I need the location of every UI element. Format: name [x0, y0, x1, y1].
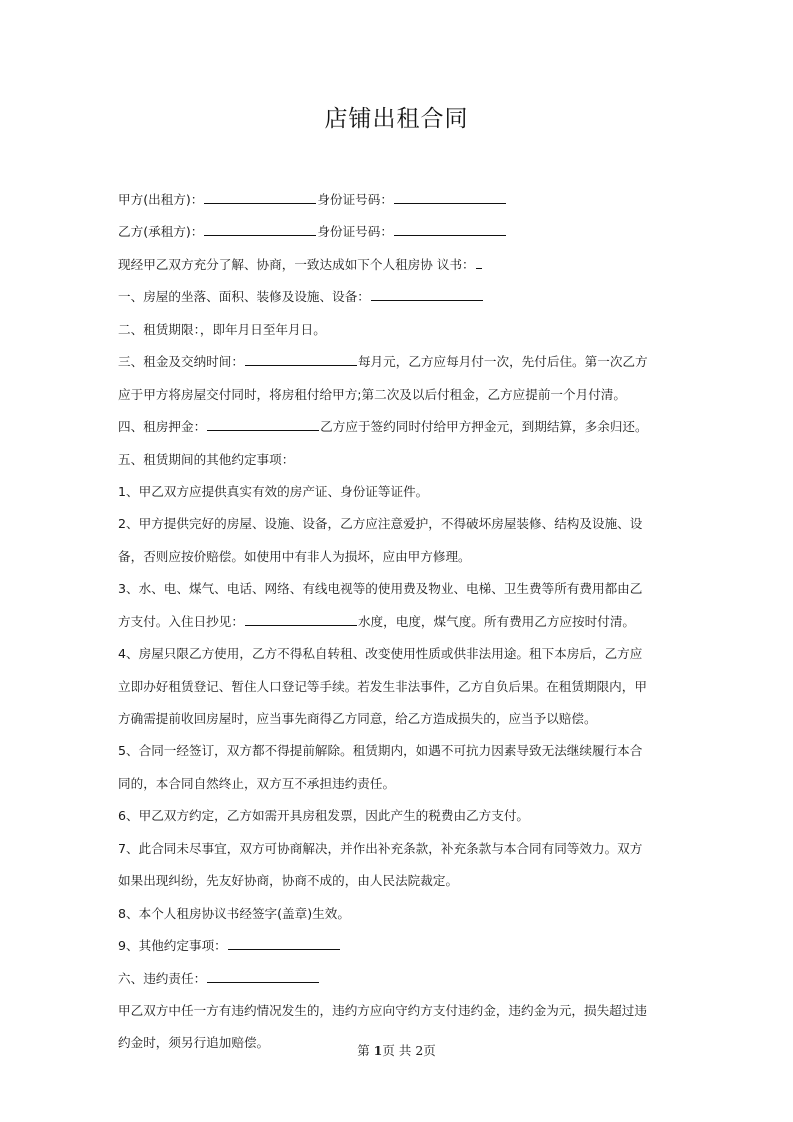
document-line [118, 898, 684, 930]
line-text: 如果出现纠纷，先友好协商，协商不成的，由人民法院裁定。 [118, 873, 459, 889]
document-line [118, 508, 684, 540]
document-line [118, 281, 684, 313]
document-line [118, 703, 684, 735]
document-line [118, 444, 684, 476]
page-label-suffix: 页 [423, 1043, 436, 1058]
line-text: 身份证号码： [317, 192, 393, 207]
line-text: 四、租房押金： [118, 419, 207, 435]
document-line [118, 249, 684, 281]
page-number [0, 1041, 793, 1059]
line-text: 甲方(出租方)： [118, 192, 204, 207]
document-line [118, 735, 684, 767]
document-line [118, 314, 684, 346]
line-text: 五、租赁期间的其他约定事项： [118, 451, 295, 467]
line-text: 同的，本合同自然终止，双方互不承担违约责任。 [118, 775, 396, 791]
line-text: 一、房屋的坐落、面积、装修及设施、设备： [118, 289, 370, 305]
total-pages: 2 [415, 1043, 424, 1058]
document-line [118, 379, 684, 411]
document-line [118, 184, 684, 216]
line-text: 水度，电度，煤气度。所有费用乙方应按时付清。 [357, 613, 635, 629]
page-label-prefix: 第 [357, 1043, 374, 1058]
line-text: 身份证号码： [317, 224, 393, 240]
document-line [118, 541, 684, 573]
fill-in-blank[interactable] [245, 353, 357, 366]
document-line [118, 411, 684, 443]
fill-in-blank[interactable] [394, 223, 506, 236]
fill-in-blank[interactable] [394, 191, 506, 204]
line-text: 现经甲乙双方充分了解、协商，一致达成如下个人租房协 议书： [118, 256, 475, 272]
line-text: 方确需提前收回房屋时，应当事先商得乙方同意，给乙方造成损失的，应当予以赔偿。 [118, 711, 597, 726]
fill-in-blank[interactable] [207, 970, 319, 983]
document-line [118, 833, 684, 865]
document-body [118, 184, 684, 1060]
current-page: 1 [373, 1043, 383, 1058]
line-text: 甲乙双方中任一方有违约情况发生的，违约方应向守约方支付违约金，违约金为元，损失超过违 [118, 1002, 647, 1018]
line-text: 7、此合同未尽事宜，双方可协商解决，并作出补充条款，补充条款与本合同有同等效力。双方 [118, 840, 643, 856]
line-text: 4、房屋只限乙方使用，乙方不得私自转租、改变使用性质或供非法用途。租下本房后，乙方应 [118, 646, 643, 662]
document-line [118, 671, 684, 703]
line-text: 六、违约责任： [118, 970, 207, 986]
document-line [118, 606, 684, 638]
document-line [118, 963, 684, 995]
line-text: 二、租赁期限：，即年月日至年月日。 [118, 321, 326, 337]
document-line [118, 573, 684, 605]
document-line [118, 800, 684, 832]
page-label-middle: 页 共 [382, 1043, 416, 1058]
fill-in-blank[interactable] [245, 613, 357, 626]
document-line [118, 768, 684, 800]
line-text: 8、本个人租房协议书经签字(盖章)生效。 [118, 905, 350, 921]
document-line [118, 216, 684, 248]
fill-in-blank[interactable] [371, 288, 483, 301]
document-line [118, 638, 684, 670]
document-line [118, 476, 684, 508]
line-text: 3、水、电、煤气、电话、网络、有线电视等的使用费及物业、电梯、卫生费等所有费用都由乙 [118, 581, 643, 597]
line-text: 方支付。入住日抄见： [118, 613, 244, 629]
line-text: 备，否则应按价赔偿。如使用中有非人为损坏，应由甲方修理。 [118, 548, 471, 564]
line-text: 6、甲乙双方约定，乙方如需开具房租发票，因此产生的税费由乙方支付。 [118, 808, 530, 824]
line-text: 乙方应于签约同时付给甲方押金元，到期结算，多余归还。 [320, 419, 648, 435]
line-text: 立即办好租赁登记、暂住人口登记等手续。若发生非法事件，乙方自负后果。在租赁期限内，甲 [118, 678, 647, 694]
line-text: 5、合同一经签订，双方都不得提前解除。租赁期内，如遇不可抗力因素导致无法继续履行本合 [118, 743, 643, 759]
line-text: 2、甲方提供完好的房屋、设施、设备，乙方应注意爱护，不得破坏房屋装修、结构及设施、设 [118, 516, 643, 532]
document-line [118, 346, 684, 378]
line-text: 乙方(承租方)： [118, 224, 204, 240]
line-text: 每月元，乙方应每月付一次，先付后住。第一次乙方 [357, 354, 648, 370]
line-text: 三、租金及交纳时间： [118, 354, 244, 370]
document-title: 店铺出租合同 [324, 106, 469, 132]
document-line [118, 865, 684, 897]
document-line [118, 995, 684, 1027]
line-text: 约金时，须另行追加赔偿。 [118, 1035, 270, 1051]
line-text: 应于甲方将房屋交付同时，将房租付给甲方;第二次及以后付租金，乙方应提前一个月付清。 [118, 386, 626, 402]
fill-in-blank[interactable] [228, 937, 340, 950]
fill-in-blank[interactable] [204, 191, 316, 204]
fill-in-blank[interactable] [207, 418, 319, 431]
fill-in-blank[interactable] [204, 223, 316, 236]
line-text: 9、其他约定事项： [118, 938, 227, 954]
document-line [118, 930, 684, 962]
fill-in-blank[interactable] [476, 256, 482, 269]
line-text: 1、甲乙双方应提供真实有效的房产证、身份证等证件。 [118, 483, 429, 499]
